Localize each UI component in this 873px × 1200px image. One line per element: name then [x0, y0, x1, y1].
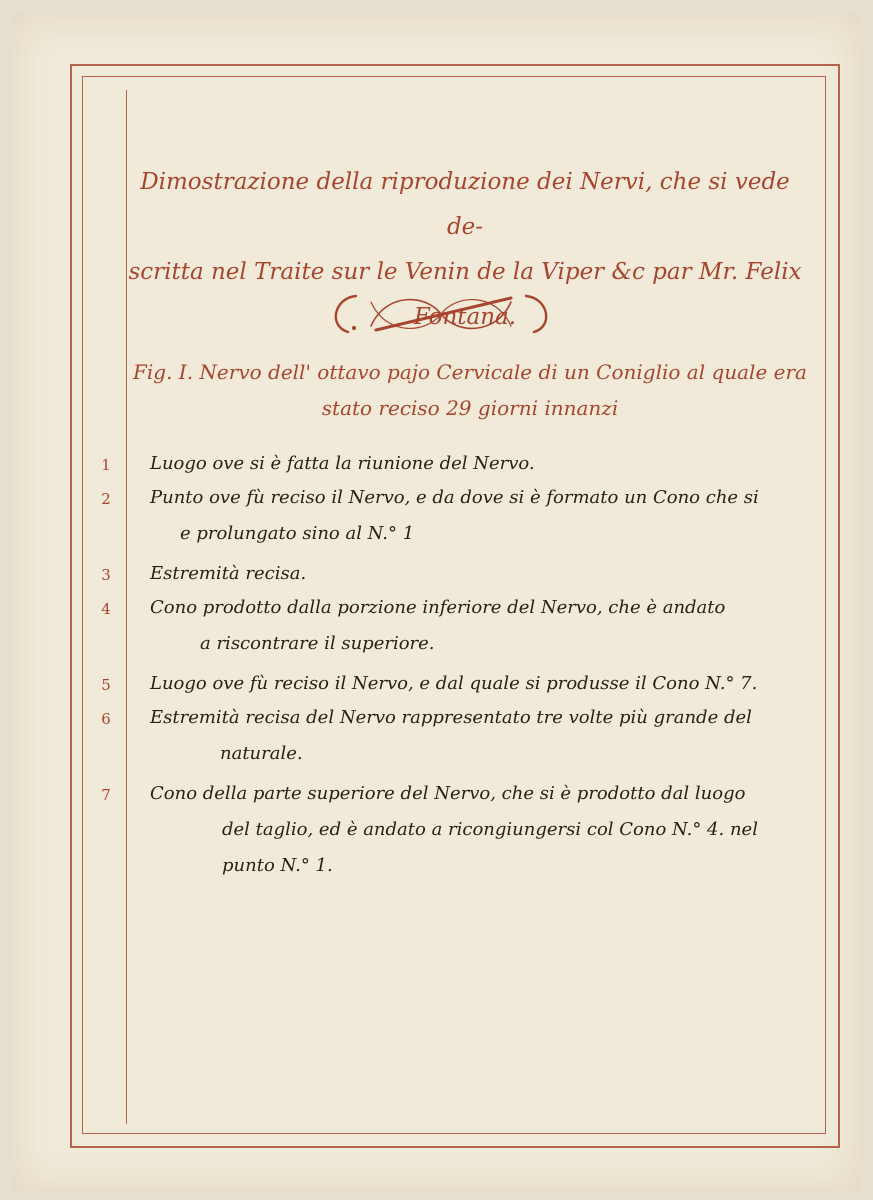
title-line-2: scritta nel Traite sur le Venin de la Viper &c par Mr. Felix — [128, 259, 802, 285]
entry-number: 5 — [101, 676, 111, 694]
entry-text: Luogo ove si è fatta la riunione del Nervo. — [150, 453, 535, 474]
figure-caption — [120, 354, 820, 426]
entry-number: 7 — [101, 786, 111, 804]
title-line-1: Dimostrazione della riproduzione dei Nervi, che si vede de- — [140, 169, 790, 240]
flourish-ornament — [326, 288, 556, 340]
entry-number: 1 — [101, 456, 111, 474]
entry-number: 2 — [101, 490, 111, 508]
entry-text: Cono prodotto dalla porzione inferiore del Nervo, che è andato a riscontrare il superiore. — [150, 597, 726, 654]
entry-text: Cono della parte superiore del Nervo, che si è prodotto dal luogo del taglio, ed è andato a ricongiungersi col Cono N.° 4. nel punto N.° 1. — [150, 783, 758, 876]
entry-number: 3 — [101, 566, 111, 584]
entry-text: Estremità recisa del Nervo rappresentato tre volte più grande del naturale. — [150, 707, 752, 764]
entry-number: 6 — [101, 710, 111, 728]
entry-text: Estremità recisa. — [150, 563, 307, 584]
entry-number: 4 — [101, 600, 111, 618]
caption-line-2: stato reciso 29 giorni innanzi — [321, 396, 619, 420]
entry-text: Punto ove fù reciso il Nervo, e da dove si è formato un Cono che si e prolungato sino al N.° 1 — [150, 487, 759, 544]
caption-line-1: Fig. I. Nervo dell' ottavo pajo Cervicale di un Coniglio al quale era — [133, 360, 807, 384]
entry-text: Luogo ove fù reciso il Nervo, e dal quale si produsse il Cono N.° 7. — [150, 673, 758, 694]
title-line-3: Fontana. — [413, 304, 517, 330]
